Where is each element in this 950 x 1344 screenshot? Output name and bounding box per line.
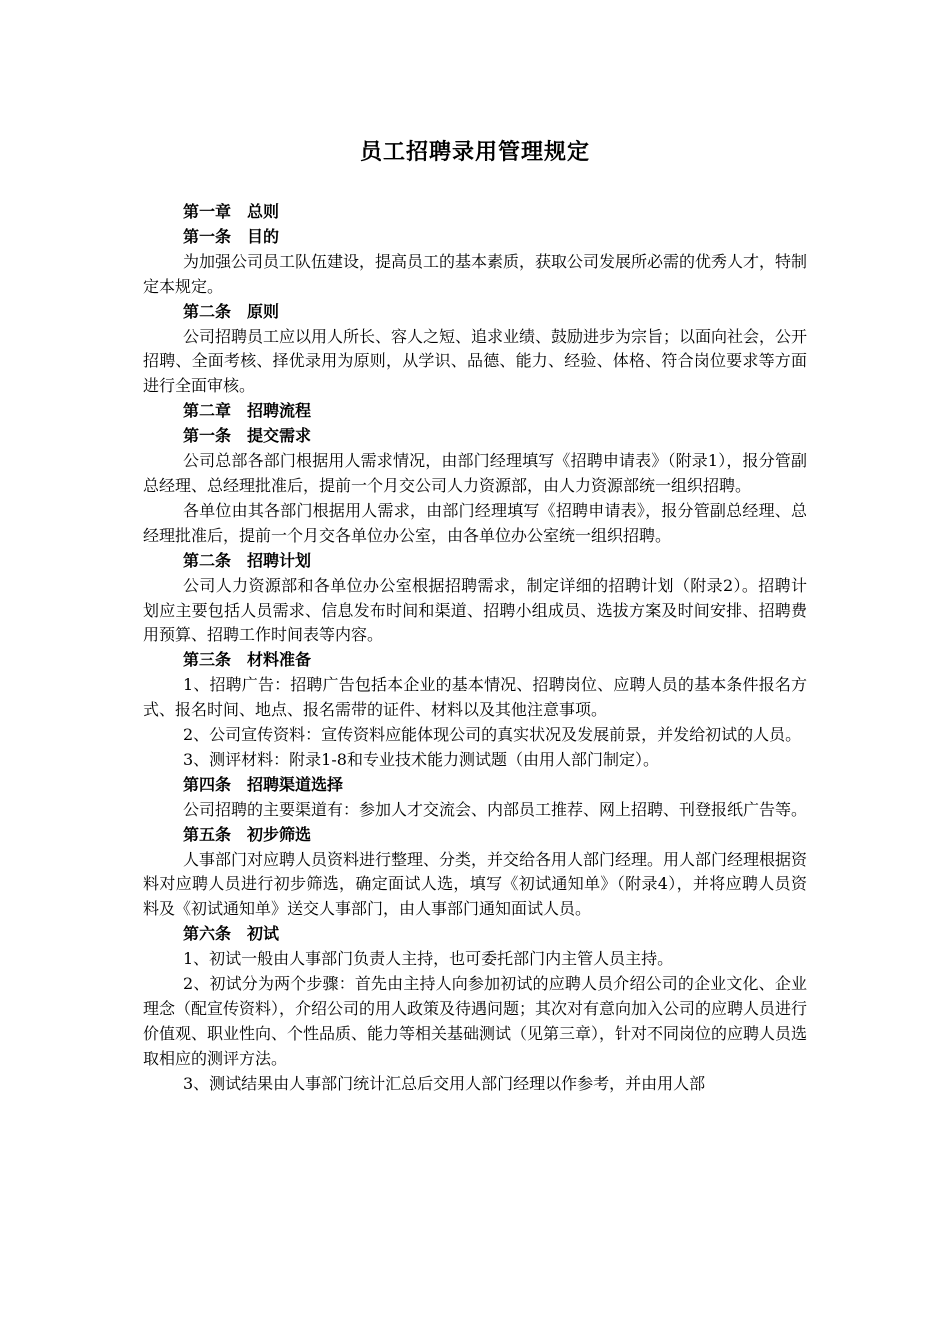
body-paragraph: 人事部门对应聘人员资料进行整理、分类，并交给各用人部门经理。用人部门经理根据资料对应聘人员进行初步筛选，确定面试人选，填写《初试通知单》（附录4），并将应聘人员资料及《初试通知单》送交人事部门，由人事部门通知面试人员。 — [143, 849, 808, 919]
section-heading: 第一条 目的 — [183, 226, 280, 246]
section-heading: 第四条 招聘渠道选择 — [183, 774, 344, 794]
body-paragraph: 2、公司宣传资料：宣传资料应能体现公司的真实状况及发展前景，并发给初试的人员。 — [183, 725, 802, 745]
body-paragraph: 1、招聘广告：招聘广告包括本企业的基本情况、招聘岗位、应聘人员的基本条件报名方式、报名时间、地点、报名需带的证件、材料以及其他注意事项。 — [143, 675, 807, 720]
body-paragraph: 公司总部各部门根据用人需求情况，由部门经理填写《招聘申请表》（附录1），报分管副总经理、总经理批准后，提前一个月交公司人力资源部，由人力资源部统一组织招聘。 — [143, 451, 807, 495]
section-heading: 第二条 招聘计划 — [183, 550, 312, 570]
body-paragraph: 3、测试结果由人事部门统计汇总后交用人部门经理以作参考，并由用人部 — [183, 1073, 706, 1093]
body-paragraph: 公司人力资源部和各单位办公室根据招聘需求，制定详细的招聘计划（附录2）。招聘计划应主要包括人员需求、信息发布时间和渠道、招聘小组成员、选拔方案及时间安排、招聘费用预算、招聘工作时间表等内容。 — [143, 575, 807, 645]
section-heading: 第二条 原则 — [183, 301, 280, 321]
section-heading: 第五条 初步筛选 — [183, 824, 312, 844]
body-paragraph: 各单位由其各部门根据用人需求，由部门经理填写《招聘申请表》，报分管副总经理、总经理批准后，提前一个月交各单位办公室，由各单位办公室统一组织招聘。 — [143, 500, 807, 545]
body-paragraph: 3、测评材料：附录1-8和专业技术能力测试题（由用人部门制定）。 — [183, 749, 659, 769]
body-paragraph: 公司招聘员工应以用人所长、容人之短、追求业绩、鼓励进步为宗旨；以面向社会，公开招聘、全面考核、择优录用为原则，从学识、品德、能力、经验、体格、符合岗位要求等方面进行全面审核。 — [143, 326, 808, 396]
section-heading: 第三条 材料准备 — [183, 650, 312, 670]
body-paragraph: 1、初试一般由人事部门负责人主持，也可委托部门内主管人员主持。 — [183, 949, 674, 969]
document-body — [143, 200, 807, 1097]
body-paragraph: 公司招聘的主要渠道有：参加人才交流会、内部员工推荐、网上招聘、刊登报纸广告等。 — [183, 799, 808, 819]
section-heading: 第一条 提交需求 — [183, 426, 312, 446]
body-paragraph: 2、初试分为两个步骤：首先由主持人向参加初试的应聘人员介绍公司的企业文化、企业理念（配宣传资料），介绍公司的用人政策及待遇问题；其次对有意向加入公司的应聘人员进行价值观、职业性向、个性品质、能力等相关基础测试（见第三章），针对不同岗位的应聘人员选取相应的测评方法。 — [143, 974, 808, 1068]
document-title: 员工招聘录用管理规定 — [359, 139, 590, 165]
section-heading: 第六条 初试 — [183, 924, 280, 944]
section-heading: 第一章 总则 — [183, 202, 280, 221]
section-heading: 第二章 招聘流程 — [183, 401, 312, 421]
body-paragraph: 为加强公司员工队伍建设，提高员工的基本素质，获取公司发展所必需的优秀人才，特制定本规定。 — [143, 251, 808, 296]
